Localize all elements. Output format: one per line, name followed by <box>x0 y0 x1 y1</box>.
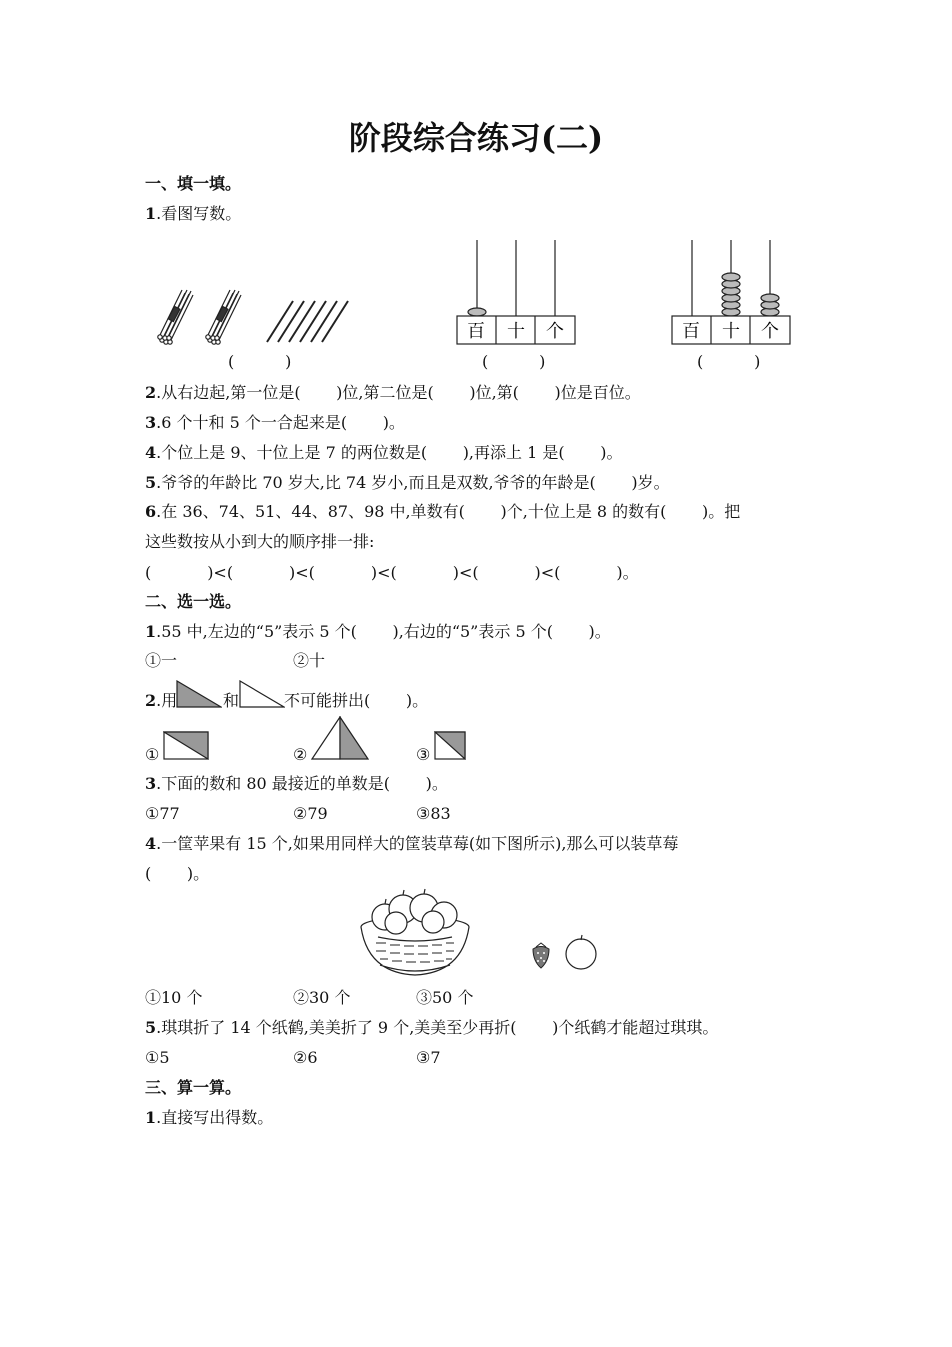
q2-4-option-2[interactable]: ②30 个 <box>293 988 351 1007</box>
q2-5-option-3[interactable]: ③7 <box>416 1048 441 1067</box>
q2-1-option-1[interactable]: ①一 <box>145 651 178 670</box>
page-title: 阶段综合练习(二) <box>348 119 604 157</box>
abacus-label: 十 <box>722 321 740 342</box>
option-rectangle-icon <box>163 731 209 760</box>
q2-3: 3.下面的数和 80 最接近的单数是( )。 <box>145 774 448 793</box>
q2-4-option-3[interactable]: ③50 个 <box>416 988 474 1007</box>
q2-1-option-2[interactable]: ②十 <box>293 651 326 670</box>
q1-2: 2.从右边起,第一位是( )位,第二位是( )位,第( )位是百位。 <box>145 383 641 402</box>
q2-3-option-3[interactable]: ③83 <box>416 804 451 823</box>
abacus-label: 百 <box>682 321 700 342</box>
strawberry-icon <box>530 941 552 969</box>
q1-6: 6.在 36、74、51、44、87、98 中,单数有( )个,十位上是 8 的数有( )。把 <box>145 502 741 521</box>
q2-4-option-1[interactable]: ①10 个 <box>145 988 203 1007</box>
apple-icon <box>563 933 599 971</box>
q2-5-option-1[interactable]: ①5 <box>145 1048 170 1067</box>
q3-1: 1.直接写出得数。 <box>145 1108 274 1127</box>
section-1-heading: 一、填一填。 <box>145 174 242 193</box>
q1-5: 5.爷爷的年龄比 70 岁大,比 74 岁小,而且是双数,爷爷的年龄是( )岁。 <box>145 473 670 492</box>
abacus-label: 百 <box>467 321 485 342</box>
apple-basket-figure <box>358 885 473 980</box>
abacus-label: 个 <box>546 321 564 342</box>
q1-4: 4.个位上是 9、十位上是 7 的两位数是( ),再添上 1 是( )。 <box>145 443 623 462</box>
q1-3: 3.6 个十和 5 个一合起来是( )。 <box>145 413 405 432</box>
q1-blank-1[interactable]: ( ) <box>228 352 292 371</box>
q2-1: 1.55 中,左边的“5”表示 5 个( ),右边的“5”表示 5 个( )。 <box>145 622 611 641</box>
q2-2-num: 2.用 <box>145 691 178 710</box>
q1-6-line3: ( )<( )<( )<( )<( )<( )。 <box>145 563 639 582</box>
q2-3-option-2[interactable]: ②79 <box>293 804 328 823</box>
abacus-label: 十 <box>507 321 525 342</box>
white-triangle-icon <box>239 680 285 708</box>
q2-2-option-1[interactable]: ① <box>145 745 160 764</box>
q2-4: 4.一筐苹果有 15 个,如果用同样大的筐装草莓(如下图所示),那么可以装草莓 <box>145 834 679 853</box>
section-3-heading: 三、算一算。 <box>145 1078 242 1097</box>
q1-6-line2: 这些数按从小到大的顺序排一排: <box>145 532 375 551</box>
abacus-2 <box>670 238 795 348</box>
q2-4-line2: ( )。 <box>145 864 210 883</box>
gray-triangle-icon <box>176 680 222 708</box>
option-triangle-icon <box>311 716 369 760</box>
abacus-1 <box>455 238 580 348</box>
q2-2-post: 不可能拼出( )。 <box>284 691 429 710</box>
section-2-heading: 二、选一选。 <box>145 592 242 611</box>
abacus-label: 个 <box>761 321 779 342</box>
stick-bundle-1 <box>158 290 193 344</box>
q2-2-option-2[interactable]: ② <box>293 745 308 764</box>
single-sticks <box>267 301 348 342</box>
q2-2-mid: 和 <box>223 691 240 710</box>
q2-5: 5.琪琪折了 14 个纸鹤,美美折了 9 个,美美至少再折( )个纸鹤才能超过琪琪。 <box>145 1018 719 1037</box>
q2-2-option-3[interactable]: ③ <box>416 745 431 764</box>
q1-blank-2[interactable]: ( ) <box>482 352 546 371</box>
q1-1: 1.看图写数。 <box>145 204 242 223</box>
q2-5-option-2[interactable]: ②6 <box>293 1048 318 1067</box>
option-square-icon <box>434 731 466 760</box>
sticks-figure <box>150 285 365 350</box>
stick-bundle-2 <box>206 290 241 344</box>
q2-3-option-1[interactable]: ①77 <box>145 804 180 823</box>
q1-blank-3[interactable]: ( ) <box>697 352 761 371</box>
